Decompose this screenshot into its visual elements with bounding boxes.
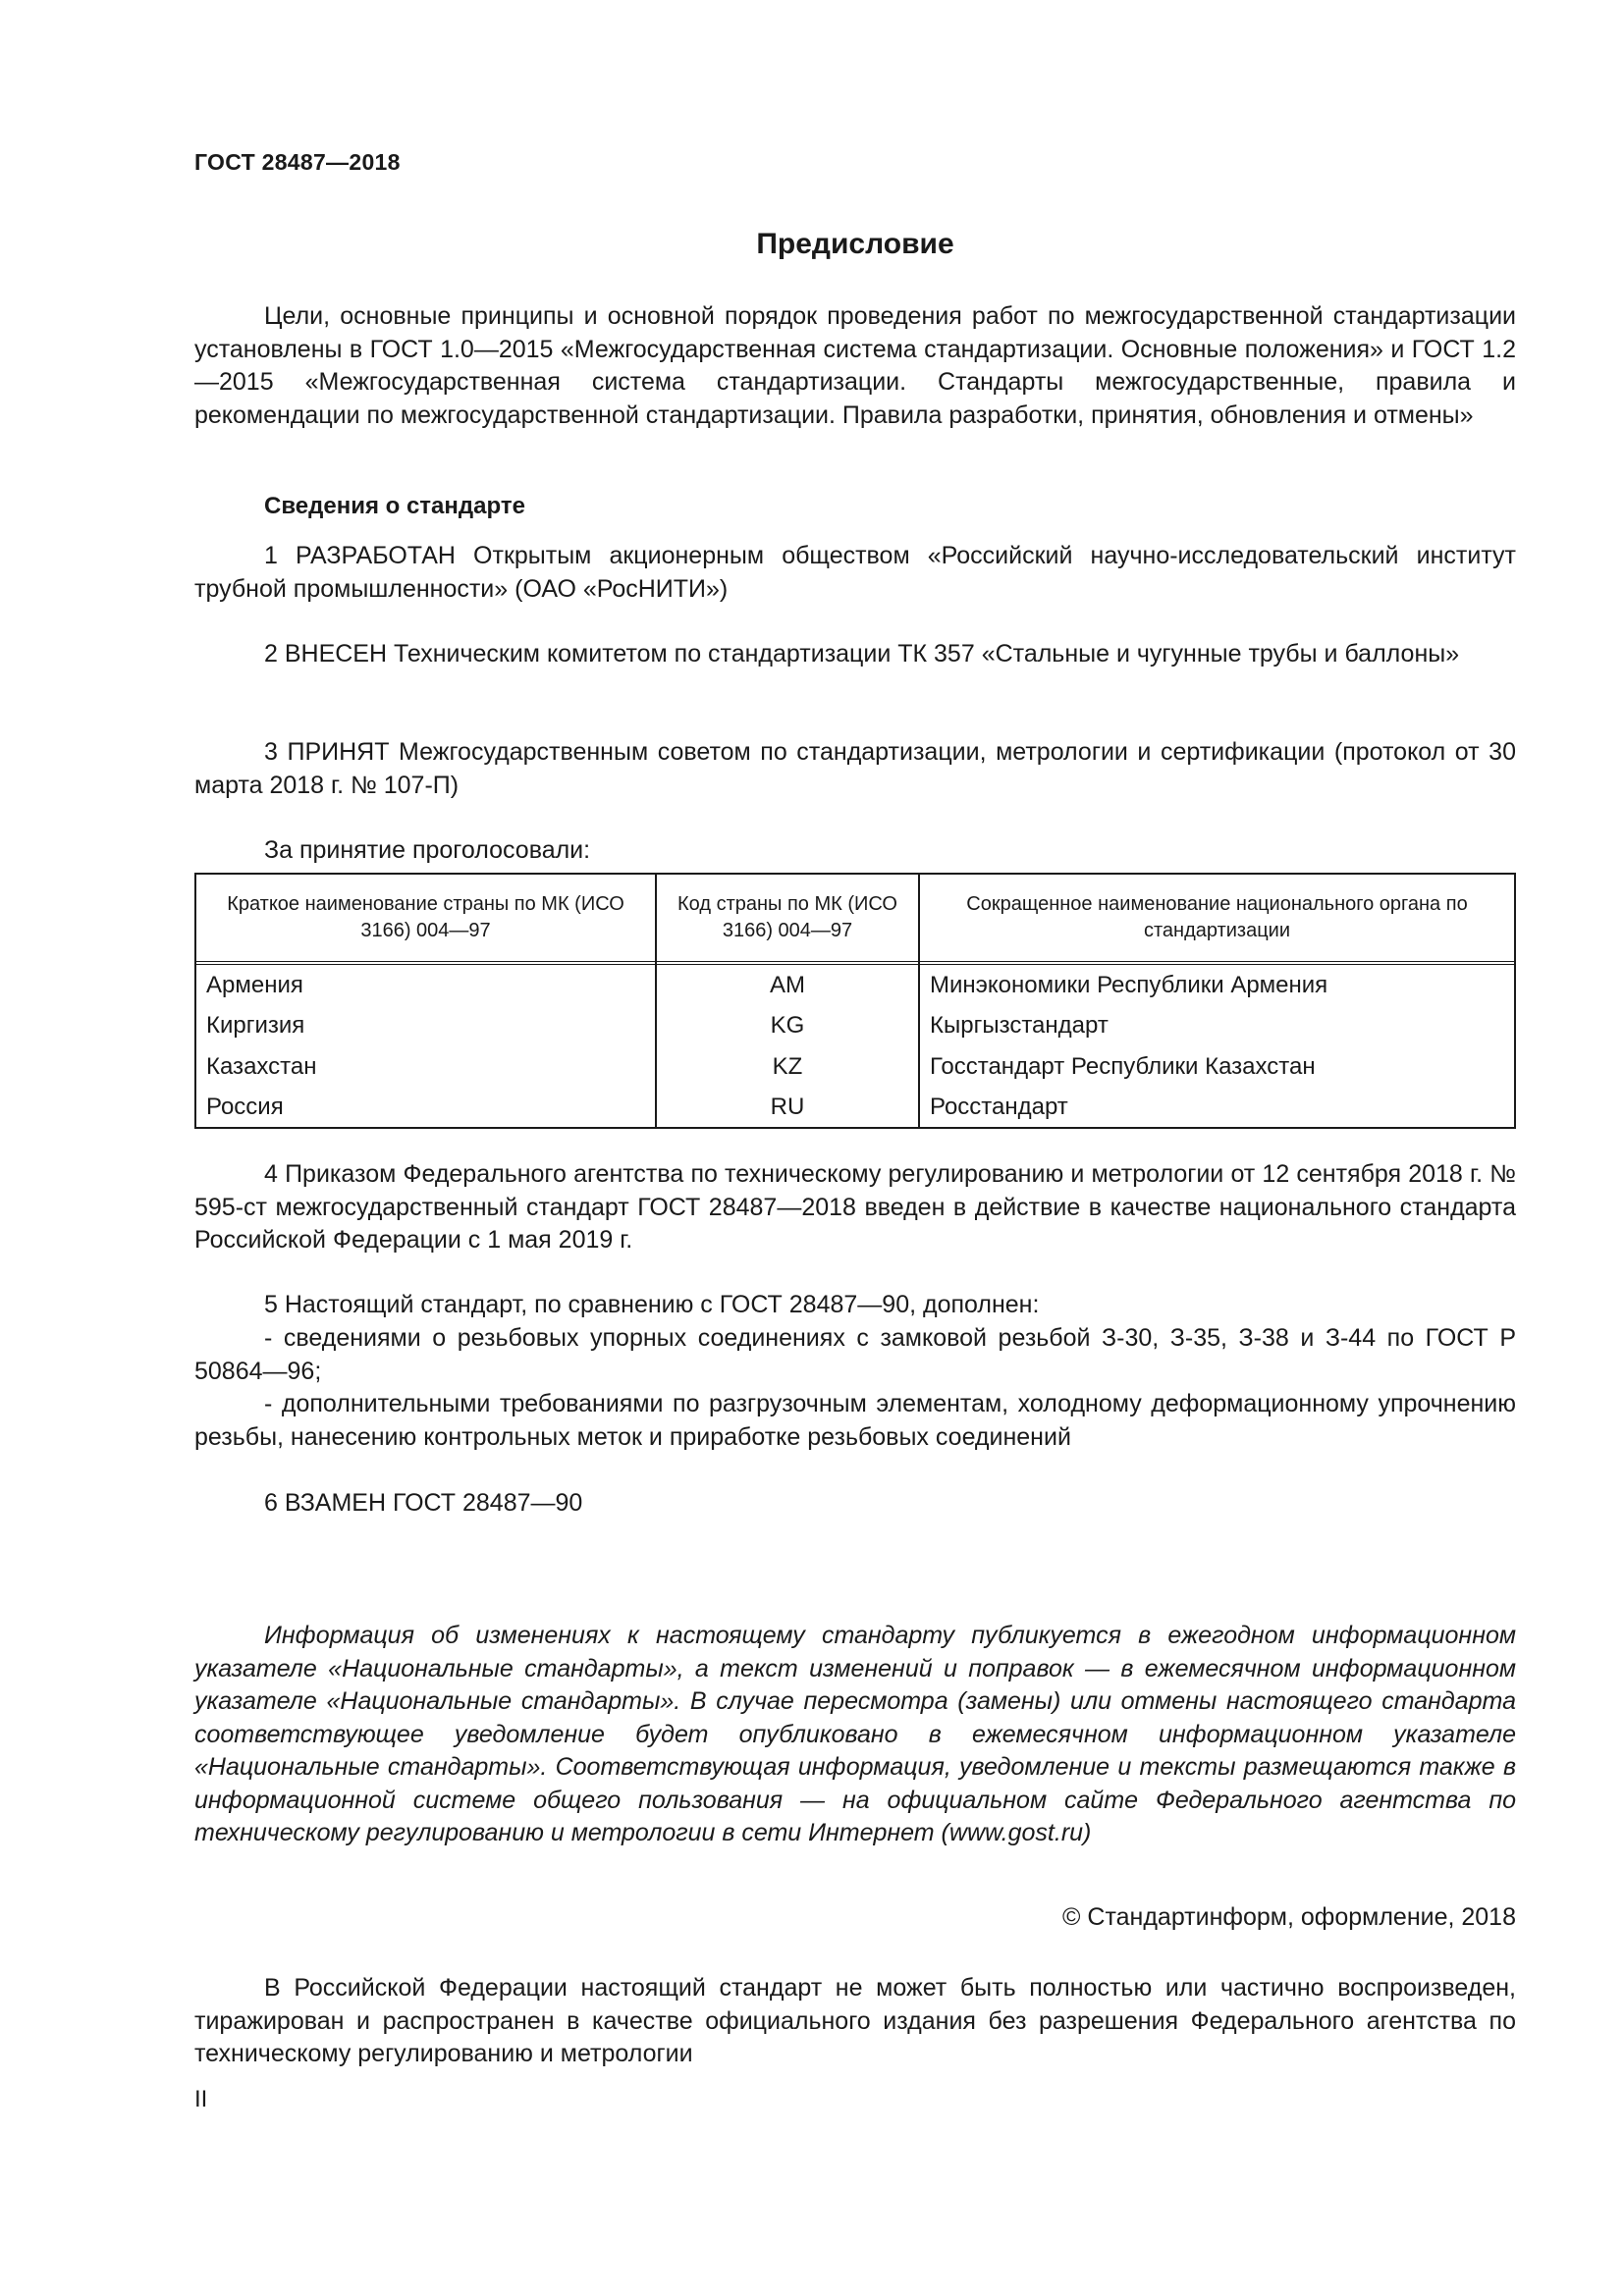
table-cell-country: Армения — [206, 972, 303, 998]
table-header-code: Код страны по МК (ИСО 3166) 004—97 — [677, 893, 897, 941]
table-cell-code: KZ — [772, 1053, 803, 1080]
page-title: Предисловие — [756, 228, 954, 260]
document-header: ГОСТ 28487—2018 — [194, 149, 401, 175]
rights-notice: В Российской Федерации настоящий стандарт не может быть полностью или частично воспроизведен, тиражирован и распространен в качестве официального издания без разрешения Федерального агентства по техническому регулированию и метрологии — [194, 1974, 1516, 2067]
section-heading: Сведения о стандарте — [264, 493, 525, 519]
table-header-country: Краткое наименование страны по МК (ИСО 3166) 004—97 — [227, 893, 624, 941]
table-cell-country: Киргизия — [206, 1012, 305, 1039]
item-1-paragraph: 1 РАЗРАБОТАН Открытым акционерным обществом «Российский научно-исследовательский институт трубной промышленности» (ОАО «РосНИТИ») — [194, 542, 1516, 603]
change-info-notice: Информация об изменениях к настоящему стандарту публикуется в ежегодном информационном указателе «Национальные стандарты», а текст изменений и поправок — в ежемесячном информационном указателе «Национальные стандарты». В случае пересмотра (замены) или отмены настоящего стандарта соответствующее уведомление будет опубликовано в ежемесячном информационном указателе «Национальные стандарты». Соответствующая информация, уведомление и тексты размещаются также в информационной системе общего пользования — на официальном сайте Федерального агентства по техническому регулированию и метрологии в сети Интернет (www.gost.ru) — [194, 1622, 1516, 1846]
table-cell-code: KG — [770, 1012, 805, 1039]
table-cell-body: Госстандарт Республики Казахстан — [930, 1053, 1316, 1080]
intro-paragraph: Цели, основные принципы и основной порядок проведения работ по межгосударственной стандартизации установлены в ГОСТ 1.0—2015 «Межгосударственная система стандартизации. Основные положения» и ГОСТ 1.2—2015 «Межгосударственная система стандартизации. Стандарты межгосударственные, правила и рекомендации по межгосударственной стандартизации. Правила разработки, принятия, обновления и отмены» — [194, 302, 1516, 429]
item-2-paragraph: 2 ВНЕСЕН Техническим комитетом по стандартизации ТК 357 «Стальные и чугунные трубы и баллоны» — [264, 640, 1460, 667]
table-cell-code: AM — [770, 972, 805, 998]
voted-label: За принятие проголосовали: — [264, 836, 591, 864]
item-6-line: 6 ВЗАМЕН ГОСТ 28487—90 — [264, 1489, 583, 1517]
table-cell-body: Кыргызстандарт — [930, 1012, 1109, 1039]
table-cell-country: Россия — [206, 1094, 284, 1120]
table-header-body: Сокращенное наименование национального органа по стандартизации — [966, 893, 1468, 941]
table-cell-country: Казахстан — [206, 1053, 317, 1080]
table-cell-body: Минэкономики Республики Армения — [930, 972, 1328, 998]
copyright-line: © Стандартинформ, оформление, 2018 — [1062, 1903, 1516, 1931]
item-5-lead: 5 Настоящий стандарт, по сравнению с ГОСТ 28487—90, дополнен: — [264, 1291, 1040, 1318]
item-3-paragraph: 3 ПРИНЯТ Межгосударственным советом по стандартизации, метрологии и сертификации (протокол от 30 марта 2018 г. № 107-П) — [194, 738, 1516, 799]
table-cell-body: Росстандарт — [930, 1094, 1068, 1120]
item-4-paragraph: 4 Приказом Федерального агентства по техническому регулированию и метрологии от 12 сентября 2018 г. № 595-ст межгосударственный стандарт ГОСТ 28487—2018 введен в действие в качестве национального стандарта Российской Федерации с 1 мая 2019 г. — [194, 1160, 1516, 1254]
item-5-bullet: - сведениями о резьбовых упорных соединениях с замковой резьбой З-30, З-35, З-38 и З-44 по ГОСТ Р 50864—96; — [194, 1324, 1516, 1385]
voting-table — [194, 873, 1516, 1129]
item-5-bullet: - дополнительными требованиями по разгрузочным элементам, холодному деформационному упрочнению резьбы, нанесению контрольных меток и приработке резьбовых соединений — [194, 1390, 1516, 1451]
page-number: II — [194, 2086, 208, 2112]
table-cell-code: RU — [770, 1094, 805, 1120]
